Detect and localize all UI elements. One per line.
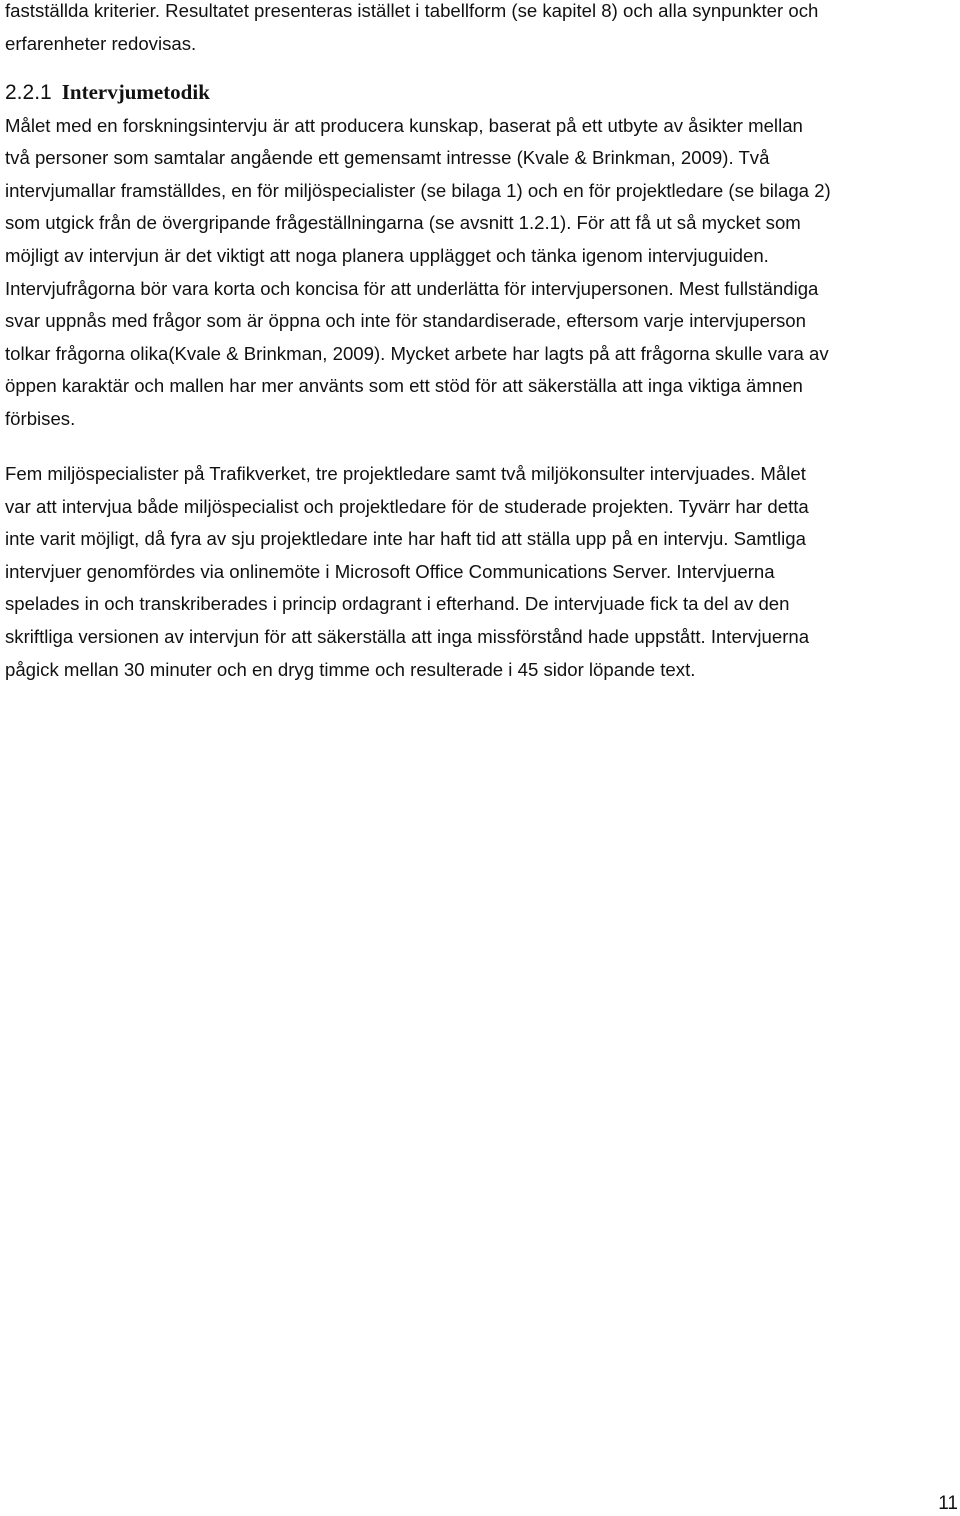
section-number: 2.2.1: [5, 81, 52, 104]
intro-paragraph: [5, 0, 955, 60]
text-line: två personer som samtalar angående ett gemensamt intresse (Kvale & Brinkman, 2009). Två: [5, 147, 770, 169]
text-line: Målet med en forskningsintervju är att producera kunskap, baserat på ett utbyte av åsikter mellan: [5, 114, 803, 136]
page-number: 11: [938, 1493, 958, 1514]
text-line: som utgick från de övergripande frågeställningarna (se avsnitt 1.2.1). För att få ut så mycket som: [5, 212, 801, 234]
text-line: Intervjufrågorna bör vara korta och koncisa för att underlätta för intervjupersonen. Mest fullständiga: [5, 277, 819, 299]
text-line: intervjuer genomfördes via onlinemöte i Microsoft Office Communications Server. Intervjuerna: [5, 560, 775, 582]
body-paragraph-interviews: [5, 458, 955, 686]
section-title: Intervjumetodik: [61, 80, 210, 104]
text-line: erfarenheter redovisas.: [5, 32, 197, 54]
section-heading: [5, 76, 955, 110]
text-line: förbises.: [5, 407, 76, 429]
text-line: tolkar frågorna olika(Kvale & Brinkman, 2009). Mycket arbete har lagts på att frågorna skulle vara av: [5, 342, 829, 364]
text-line: var att intervjua både miljöspecialist och projektledare för de studerade projekten. Tyvärr har detta: [5, 495, 809, 517]
text-line: intervjumallar framställdes, en för miljöspecialister (se bilaga 1) och en för projektledare (se bilaga 2): [5, 179, 831, 201]
text-line: möjligt av intervjun är det viktigt att noga planera upplägget och tänka igenom intervjuguiden.: [5, 244, 769, 266]
text-line: inte varit möjligt, då fyra av sju projektledare inte har haft tid att ställa upp på en intervju. Samtliga: [5, 528, 806, 550]
text-line: Fem miljöspecialister på Trafikverket, tre projektledare samt två miljökonsulter intervjuades. Målet: [5, 463, 806, 484]
section-intervjumetodik: [5, 76, 955, 436]
text-line: skriftliga versionen av intervjun för att säkerställa att inga missförstånd hade uppstått. Intervjuerna: [5, 625, 810, 647]
text-line: öppen karaktär och mallen har mer använts som ett stöd för att säkerställa att inga viktiga ämnen: [5, 375, 803, 397]
text-line: spelades in och transkriberades i princip ordagrant i efterhand. De intervjuade fick ta del av den: [5, 593, 790, 615]
text-line: fastställda kriterier. Resultatet presenteras istället i tabellform (se kapitel 8) och alla synpunkter och: [5, 0, 819, 21]
text-line: pågick mellan 30 minuter och en dryg timme och resulterade i 45 sidor löpande text.: [5, 658, 696, 680]
text-line: svar uppnås med frågor som är öppna och inte för standardiserade, eftersom varje intervjuperson: [5, 310, 806, 332]
